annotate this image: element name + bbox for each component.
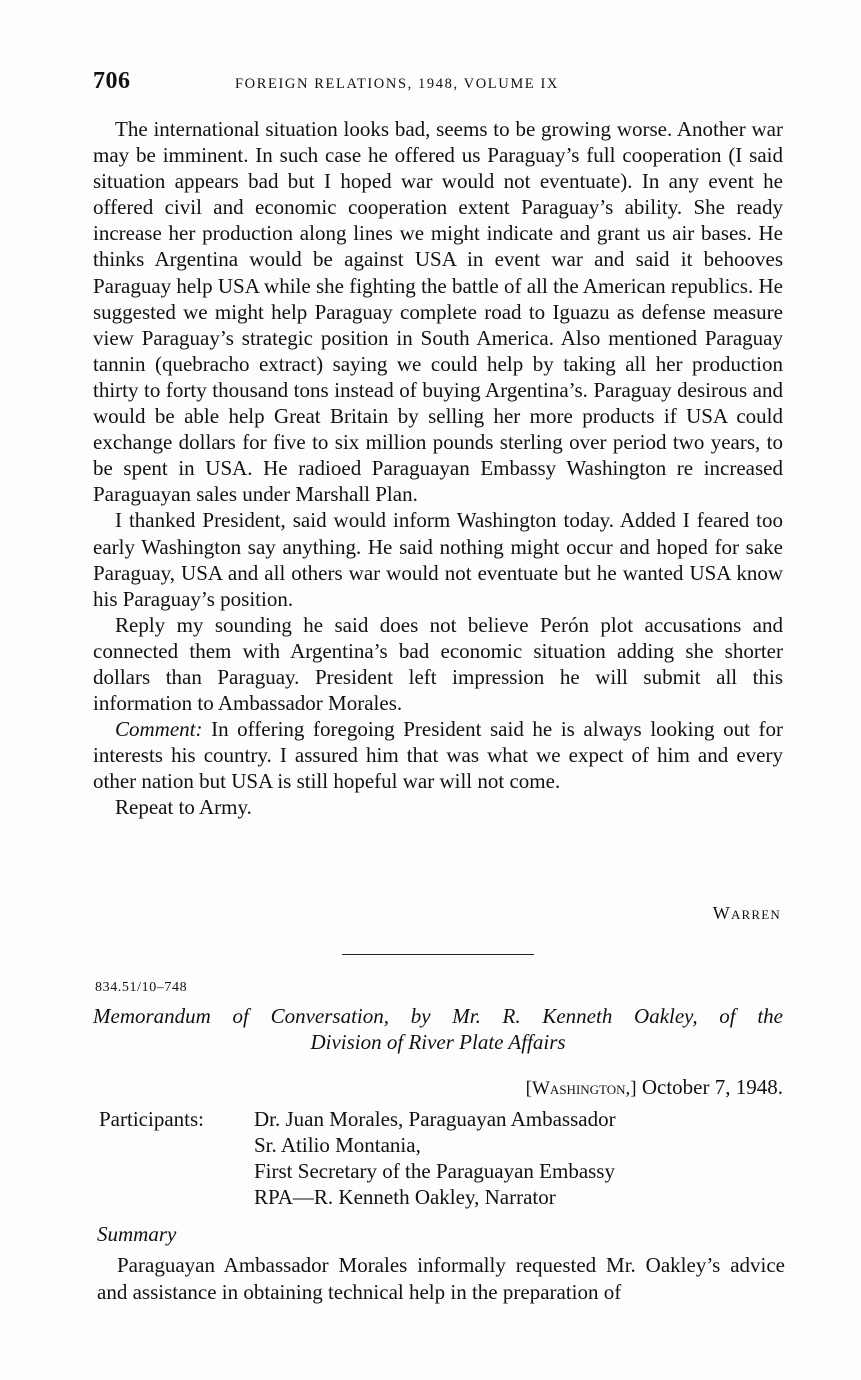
participant-item: First Secretary of the Paraguayan Embassy bbox=[254, 1159, 615, 1183]
body-paragraph-3: Reply my sounding he said does not believe Perón plot accusations and connected them with Argentina’s bad economic situation adding she shorter dollars than Paraguay. President left impression he will submit all this information to Ambassador Morales. bbox=[93, 612, 783, 716]
comment-text: In offering foregoing President said he is always looking out for interests his country. I assured him that was what we expect of him and every other nation but USA is still hopeful war will not come. bbox=[93, 717, 783, 794]
repeat-line: Repeat to Army. bbox=[115, 795, 252, 820]
participants-list bbox=[254, 1106, 616, 1210]
page-header bbox=[93, 68, 783, 100]
memo-title bbox=[93, 1003, 783, 1055]
body-paragraph-1: The international situation looks bad, seems to be growing worse. Another war may be imminent. In such case he offered us Paraguay’s full cooperation (I said situation appears bad but I hoped war would not eventuate). In any event he offered civil and economic cooperation extent Paraguay’s ability. She ready increase her production along lines we might indicate and grant us air bases. He thinks Argentina would be against USA in event war and said it behooves Paraguay help USA while she fighting the battle of all the American republics. He suggested we might help Paraguay complete road to Iguazu as defense measure view Paraguay’s strategic position in South America. Also mentioned Paraguay tannin (quebracho extract) saying we could help by taking all her production thirty to forty thousand tons instead of buying Argentina’s. Paraguay desirous and would be able help Great Britain by selling her more products if USA could exchange dollars for five to six million pounds sterling over period two years, to be spent in USA. He radioed Paraguayan Embassy Washington re increased Paraguayan sales under Marshall Plan. bbox=[93, 117, 783, 507]
participant-item: Dr. Juan Morales, Paraguayan Ambassador bbox=[254, 1107, 616, 1131]
telegram-body bbox=[93, 116, 783, 821]
participants-label: Participants: bbox=[99, 1107, 204, 1131]
dateline bbox=[526, 1075, 783, 1100]
summary-heading: Summary bbox=[97, 1222, 177, 1246]
memo-title-line-1: Memorandum of Conversation, by Mr. R. Kenneth Oakley, of the bbox=[93, 1004, 783, 1028]
participant-item: RPA—R. Kenneth Oakley, Narrator bbox=[254, 1185, 556, 1209]
dateline-place: [Washington,] bbox=[525, 1078, 637, 1099]
body-paragraph-2: I thanked President, said would inform Washington today. Added I feared too early Washington say anything. He said nothing might occur and hoped for sake Paraguay, USA and all others war would not eventuate but he wanted USA know his Paraguay’s position. bbox=[93, 508, 783, 611]
signature: Warren bbox=[712, 903, 781, 923]
comment-paragraph bbox=[93, 716, 783, 794]
dateline-date: October 7, 1948. bbox=[636, 1075, 783, 1099]
memo-title-line-2: Division of River Plate Affairs bbox=[310, 1030, 566, 1054]
participant-item: Sr. Atilio Montania, bbox=[254, 1133, 421, 1157]
section-divider bbox=[342, 954, 534, 955]
summary-body bbox=[97, 1252, 785, 1305]
running-head: FOREIGN RELATIONS, 1948, VOLUME IX bbox=[235, 76, 559, 92]
summary-paragraph: Paraguayan Ambassador Morales informally requested Mr. Oakley’s advice and assistance in obtaining technical help in the preparation of bbox=[97, 1253, 785, 1304]
file-number: 834.51/10–748 bbox=[95, 980, 188, 995]
page-number: 706 bbox=[93, 68, 131, 94]
comment-label: Comment: bbox=[115, 717, 203, 742]
